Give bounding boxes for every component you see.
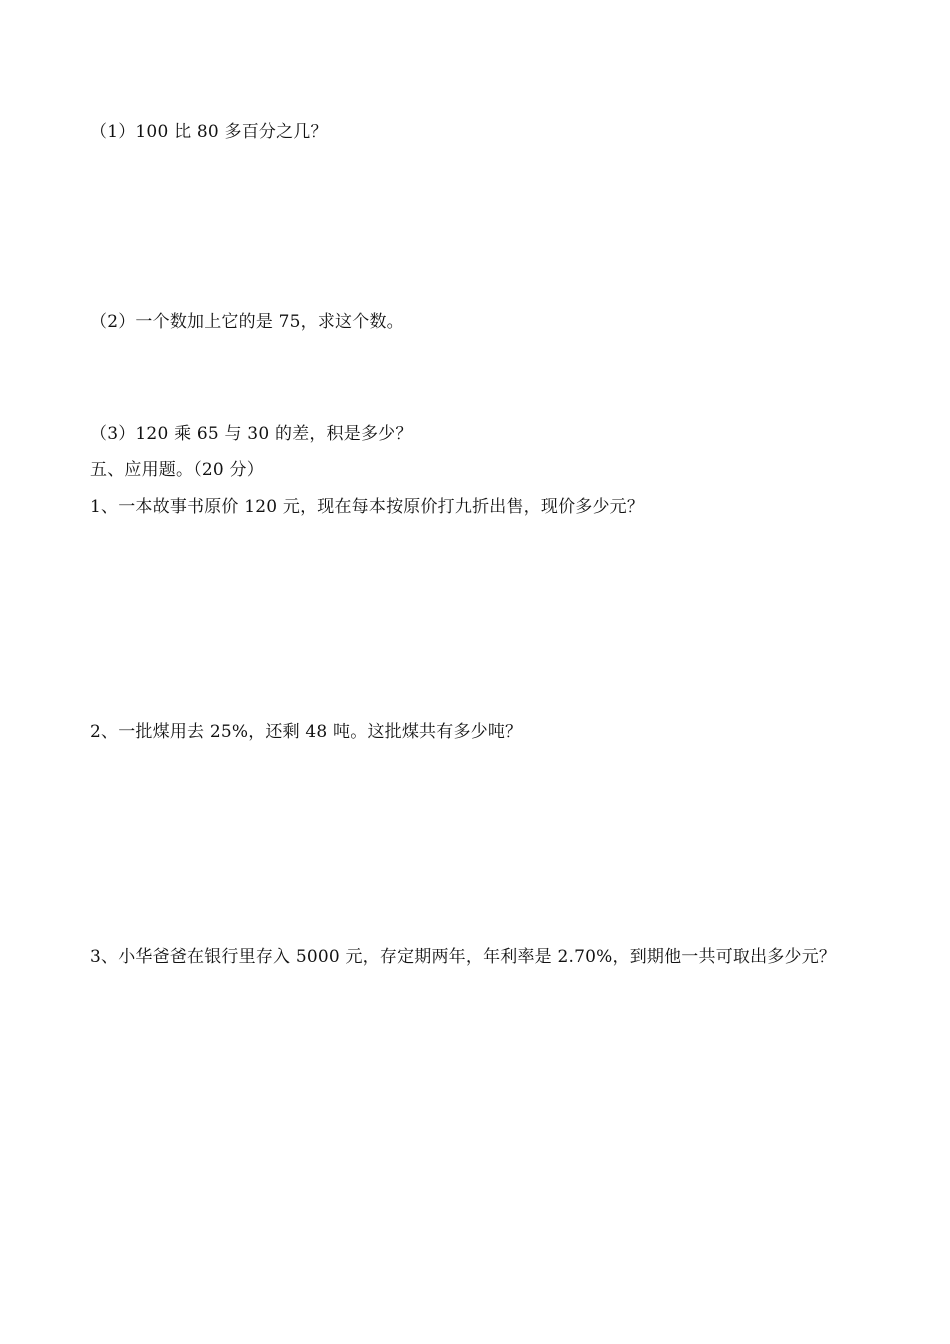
calc-question-3: （3）120 乘 65 与 30 的差，积是多少？ (90, 424, 413, 444)
word-problem-2: 2、一批煤用去 25%，还剩 48 吨。这批煤共有多少吨？ (90, 722, 523, 742)
section-heading: 五、应用题。（20 分） (90, 460, 264, 480)
word-problem-3: 3、小华爸爸在银行里存入 5000 元，存定期两年，年利率是 2.70%，到期他一共可取出多少元？ (90, 947, 837, 967)
word-problem-1: 1、一本故事书原价 120 元，现在每本按原价打九折出售，现价多少元？ (90, 497, 645, 517)
calc-question-1: （1）100 比 80 多百分之几？ (90, 122, 328, 142)
calc-question-2: （2）一个数加上它的是 75，求这个数。 (90, 312, 404, 332)
